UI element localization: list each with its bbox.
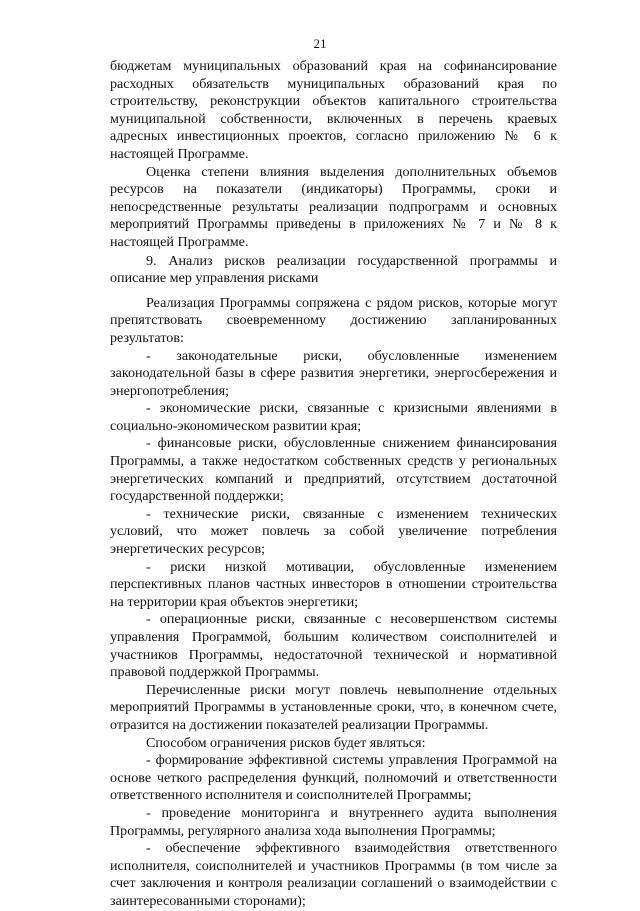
paragraph-mitigation-intro: Способом ограничения рисков будет являться: — [146, 734, 426, 751]
paragraph-resource-impact: Оценка степени влияния выделения дополнительных объемов ресурсов на показатели (индикаторы) Программы, сроки и непосредственные результаты реализации подпрограмм и основных мероприятий Программы приведены в приложениях № 7 и № 8 к настоящей Программе. — [110, 163, 557, 250]
list-item-legislative-risks: - законодательные риски, обусловленные изменением законодательной базы в сфере развития энергетики, энергосбережения и энергопотребления; — [110, 347, 557, 399]
document-body — [110, 58, 557, 911]
list-item-motivation-risks: - риски низкой мотивации, обусловленные изменением перспективных планов частных инвесторов в отношении строительства на территории края объектов энергетики; — [110, 558, 557, 610]
list-item-monitoring-audit: - проведение мониторинга и внутреннего аудита выполнения Программы, регулярного анализа хода выполнения Программы; — [110, 804, 557, 839]
paragraph-risks-intro: Реализация Программы сопряжена с рядом рисков, которые могут препятствовать своевременному достижению запланированных результатов: — [110, 294, 557, 346]
list-item-financial-risks: - финансовые риски, обусловленные снижением финансирования Программы, а также недостатком собственных средств у региональных энергетических компаний и предприятий, отсутствием достаточной государственной поддержки; — [110, 435, 557, 505]
list-item-operational-risks: - операционные риски, связанные с несовершенством системы управления Программой, большим количеством соисполнителей и участников Программы, недостаточной технической и нормативной правовой поддержкой Программы. — [110, 611, 557, 681]
section-heading: 9. Анализ рисков реализации государственной программы и описание мер управления рисками — [110, 252, 557, 287]
paragraph-risk-consequences: Перечисленные риски могут повлечь невыполнение отдельных мероприятий Программы в установленные сроки, что, в конечном счете, отразится на достижении показателей реализации Программы. — [110, 681, 557, 733]
paragraph-budget-continuation: бюджетам муниципальных образований края на софинансирование расходных обязательств муниципальных образований края по строительству, реконструкции объектов капитального строительства муниципальной собственности, включенных в перечень краевых адресных инвестиционных проектов, согласно приложению № 6 к настоящей Программе. — [110, 58, 557, 162]
page-number: 21 — [313, 36, 327, 51]
list-item-management-system: - формирование эффективной системы управления Программой на основе четкого распределения функций, полномочий и ответственности ответственного исполнителя и соисполнителей Программы; — [110, 752, 557, 804]
list-item-economic-risks: - экономические риски, связанные с кризисными явлениями в социально-экономическом развитии края; — [110, 400, 557, 434]
list-item-interaction: - обеспечение эффективного взаимодействия ответственного исполнителя, соисполнителей и участников Программы (в том числе за счет заключения и контроля реализации соглашений о взаимодействии с заинтересованными сторонами); — [110, 840, 557, 909]
list-item-technical-risks: - технические риски, связанные с изменением технических условий, что может повлечь за собой увеличение потребления энергетических ресурсов; — [110, 505, 557, 558]
